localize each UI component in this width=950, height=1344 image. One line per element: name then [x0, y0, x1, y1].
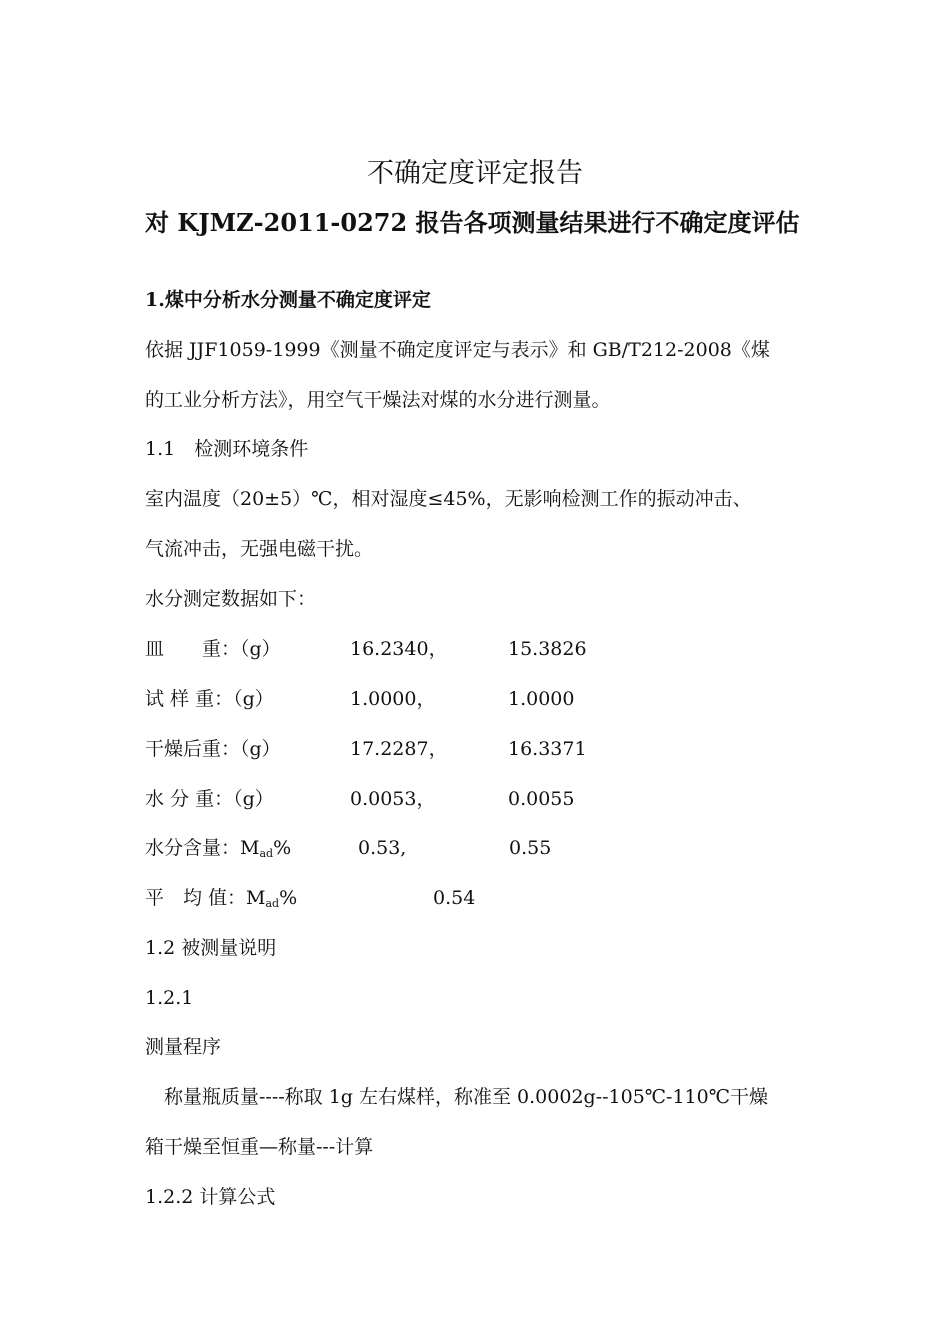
row-value-1: 17.2287， [350, 738, 448, 760]
row-value-2: 16.3371 [508, 738, 587, 760]
procedure-line-2: 箱干燥至恒重—称量---计算 [145, 1136, 374, 1158]
data-row-sample-weight [145, 684, 805, 714]
row-value-2: 1.0000 [508, 688, 575, 710]
row-value-2: 0.0055 [508, 788, 575, 810]
row-value-1: 0.0053， [350, 788, 436, 810]
row-label: 干燥后重：（g） [145, 738, 281, 760]
row-label: 水 分 重：（g） [145, 788, 274, 810]
section-1-2-heading: 1.2 被测量说明 [145, 937, 277, 959]
section-1-heading: 1.煤中分析水分测量不确定度评定 [145, 289, 431, 311]
paragraph-basis-line-2: 的工业分析方法》，用空气干燥法对煤的水分进行测量。 [145, 389, 611, 411]
row-label: 试 样 重：（g） [145, 688, 274, 710]
data-row-moisture-content [145, 833, 805, 863]
data-row-dish-weight [145, 634, 805, 664]
row-label: 皿 重：（g） [145, 638, 281, 660]
data-row-average [145, 883, 805, 913]
environment-line-1: 室内温度（20±5）℃，相对湿度≤45%，无影响检测工作的振动冲击、 [145, 488, 752, 510]
row-value-1: 1.0000， [350, 688, 436, 710]
report-subtitle: 对 KJMZ-2011-0272 报告各项测量结果进行不确定度评估 [145, 208, 800, 237]
data-row-dried-weight [145, 734, 805, 764]
environment-line-2: 气流冲击，无强电磁干扰。 [145, 538, 374, 560]
paragraph-basis-line-1: 依据 JJF1059-1999《测量不确定度评定与表示》和 GB/T212-2008《煤 [145, 339, 770, 361]
section-1-2-1-heading: 1.2.1 [145, 987, 194, 1009]
row-label: 平 均 值：$M_{ad}\%$ [145, 887, 298, 910]
data-intro: 水分测定数据如下： [145, 588, 317, 610]
row-value-2: 0.55 [509, 837, 552, 859]
row-value-1: 0.53, [358, 837, 407, 859]
section-1-2-2-heading: 1.2.2 计算公式 [145, 1186, 276, 1208]
procedure-line-1: 称量瓶质量----称取 1g 左右煤样，称准至 0.0002g--105℃-110℃干燥 [145, 1086, 768, 1108]
data-row-moisture-weight [145, 784, 805, 814]
report-title: 不确定度评定报告 [367, 158, 583, 189]
section-1-1-heading: 1.1 检测环境条件 [145, 438, 309, 460]
row-value-1: 16.2340， [350, 638, 448, 660]
average-value: 0.54 [433, 887, 476, 909]
procedure-heading: 测量程序 [145, 1036, 222, 1058]
row-value-2: 15.3826 [508, 638, 587, 660]
row-label: 水分含量：$M_{ad}\%$ [145, 837, 292, 860]
